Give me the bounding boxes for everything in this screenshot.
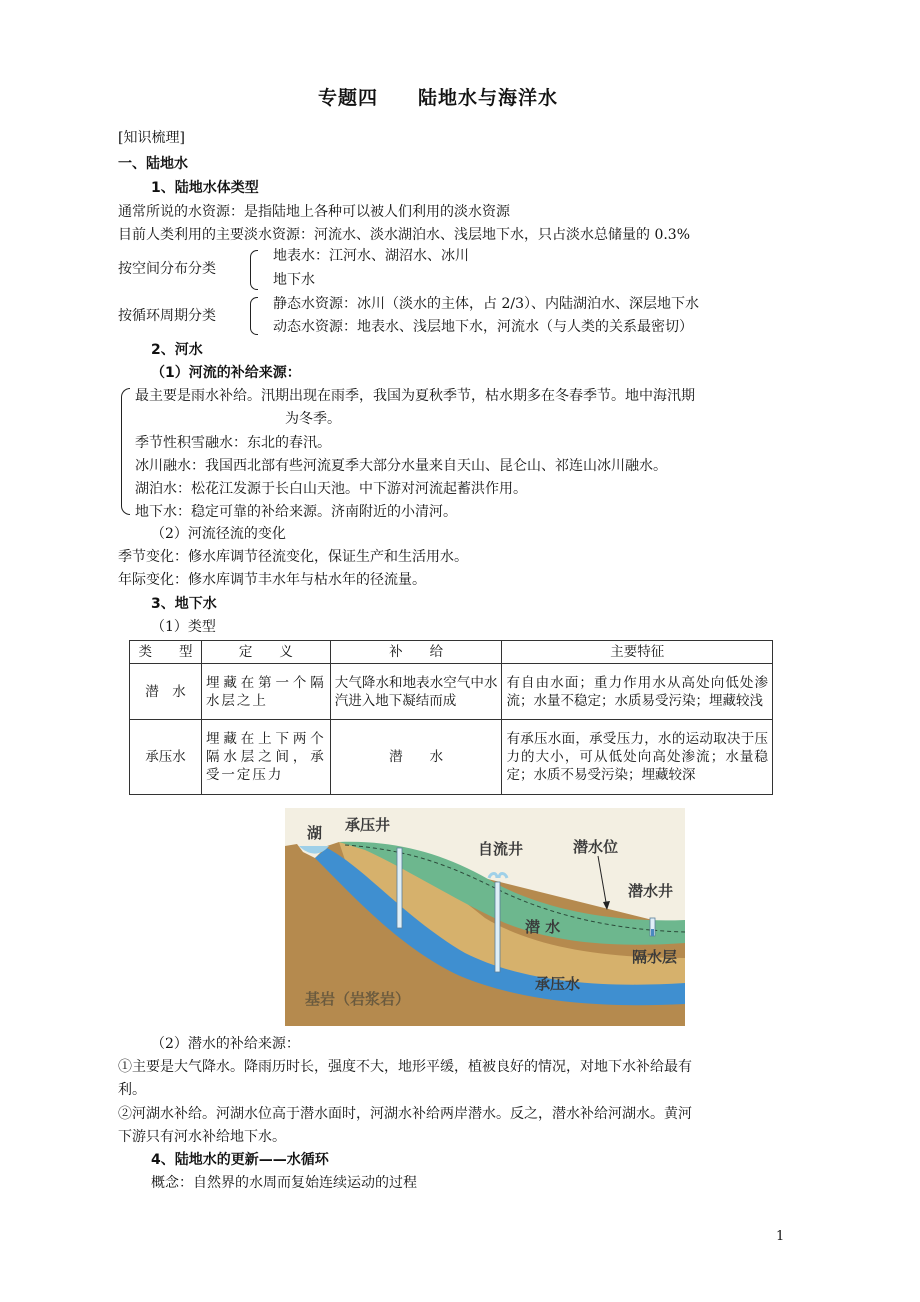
classification-item: 地下水 [273,272,315,288]
paragraph: 概念：自然界的水周而复始连续运动的过程 [151,1175,417,1191]
table-cell: 大气降水和地表水空气中水汽进入地下凝结而成 [330,664,502,720]
diagram-label-lake: 湖 [307,824,323,842]
diagram-label-phreatic-well: 潜水井 [628,882,674,900]
source-item-continued: 为冬季。 [285,411,341,427]
column-header: 类 型 [130,641,202,664]
paragraph: ①主要是大气降水。降雨历时长，强度不大，地形平缓，植被良好的情况，对地下水补给最有 [118,1059,692,1075]
part-heading: 一、陆地水 [118,156,188,172]
diagram-label-aquiclude: 隔水层 [632,948,678,966]
column-header: 补 给 [330,641,502,664]
classification-label: 按循环周期分类 [118,308,216,324]
table-cell: 承压水 [130,720,202,795]
table-header-row [130,641,773,664]
diagram-label-bedrock: 基岩（岩浆岩） [305,990,411,1008]
source-item: 地下水：稳定可靠的补给来源。济南附近的小清河。 [135,504,457,520]
subheading: （2）潜水的补给来源： [151,1036,300,1052]
table-cell: 有承压水面，承受压力，水的运动取决于压力的大小，可从低处向高处渗流；水量稳定；水质不易受污染；埋藏较深 [502,720,773,795]
paragraph: 下游只有河水补给地下水。 [118,1129,286,1145]
section-heading-2: 2、河水 [151,342,203,358]
section-tag: [知识梳理] [118,130,185,146]
section-heading-3: 3、地下水 [151,596,217,612]
subheading: （1）河流的补给来源： [151,365,301,381]
brace-icon [250,297,258,335]
paragraph: ②河湖水补给。河湖水位高于潜水面时，河湖水补给两岸潜水。反之，潜水补给河湖水。黄河 [118,1106,692,1122]
paragraph: 年际变化：修水库调节丰水年与枯水年的径流量。 [118,572,426,588]
paragraph: 季节变化：修水库调节径流变化，保证生产和生活用水。 [118,549,468,565]
table-cell: 有自由水面；重力作用水从高处向低处渗流；水量不稳定；水质易受污染；埋藏较浅 [502,664,773,720]
source-item: 冰川融水：我国西北部有些河流夏季大部分水量来自天山、昆仑山、祁连山冰川融水。 [135,458,667,474]
subheading: （1）类型 [151,619,216,635]
diagram-label-artesian-well: 自流井 [478,840,524,858]
page-title: 专题四 陆地水与海洋水 [318,87,559,109]
table-row [130,664,773,720]
section-heading-4: 4、陆地水的更新——水循环 [151,1152,329,1168]
classification-label: 按空间分布分类 [118,261,216,277]
table-cell: 埋藏在第一个隔水层之上 [201,664,330,720]
section-heading-1: 1、陆地水体类型 [151,180,259,196]
page-number: 1 [776,1229,785,1244]
source-item: 湖泊水：松花江发源于长白山天池。中下游对河流起蓄洪作用。 [135,481,527,497]
brace-icon [121,388,130,515]
classification-item: 动态水资源：地表水、浅层地下水，河流水（与人类的关系最密切） [273,319,693,335]
groundwater-diagram [285,808,685,1026]
diagram-label-confined-well: 承压井 [345,816,391,834]
source-item: 季节性积雪融水：东北的春汛。 [135,435,331,451]
table-cell: 埋藏在上下两个隔水层之间，承受一定压力 [201,720,330,795]
diagram-label-phreatic-water: 潜 水 [525,918,561,936]
classification-item: 地表水：江河水、湖沼水、冰川 [273,248,469,264]
column-header: 定 义 [201,641,330,664]
diagram-label-water-table: 潜水位 [573,838,619,856]
source-item: 最主要是雨水补给。汛期出现在雨季，我国为夏秋季节，枯水期多在冬春季节。地中海汛期 [135,388,695,404]
brace-icon [250,250,258,290]
paragraph: 利。 [118,1082,146,1098]
subheading: （2）河流径流的变化 [151,526,286,542]
column-header: 主要特征 [502,641,773,664]
classification-item: 静态水资源：冰川（淡水的主体，占 2/3）、内陆湖泊水、深层地下水 [273,296,699,312]
table-cell: 潜 水 [130,664,202,720]
paragraph: 通常所说的水资源：是指陆地上各种可以被人们利用的淡水资源 [118,204,510,220]
table-row [130,720,773,795]
table-cell: 潜 水 [330,720,502,795]
diagram-label-confined-water: 承压水 [535,975,581,993]
groundwater-types-table [129,640,773,795]
paragraph: 目前人类利用的主要淡水资源：河流水、淡水湖泊水、浅层地下水，只占淡水总储量的 0.3% [118,227,691,243]
